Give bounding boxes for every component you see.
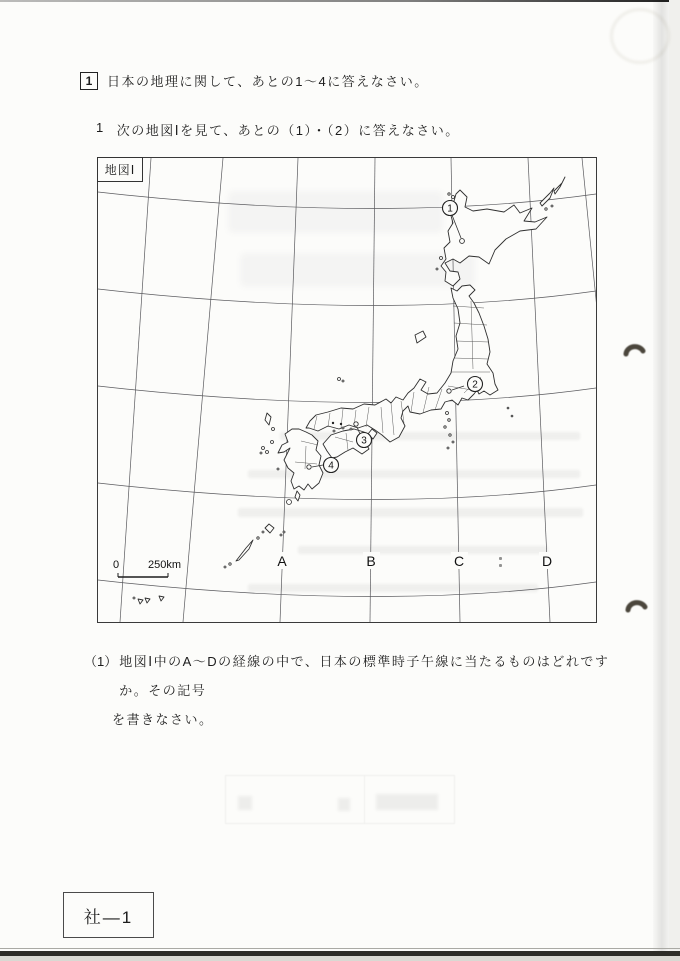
- marker-3-location: [354, 422, 358, 426]
- scan-edge-top: [0, 0, 680, 2]
- marker-4-number: 4: [328, 460, 334, 472]
- okinawa: [236, 540, 253, 561]
- etorofu: [554, 177, 565, 194]
- marker-1-number: 1: [447, 203, 453, 215]
- graticule-parallels: [98, 192, 596, 597]
- marker-2-number: 2: [472, 379, 478, 391]
- tanegashima: [295, 491, 300, 501]
- tsushima: [265, 413, 271, 425]
- scale-zero-label: 0: [113, 559, 120, 571]
- q1-line2: を書きなさい。: [112, 712, 214, 727]
- question-1-1-1: [84, 647, 624, 734]
- sub-question-number: 1: [96, 120, 105, 135]
- question-1-1-heading: [96, 120, 460, 139]
- scale-distance-label: 250km: [148, 559, 182, 571]
- marker-3-number: 3: [361, 435, 367, 447]
- q1-prefix: （1）: [84, 654, 118, 669]
- ishigaki: [145, 598, 150, 603]
- scan-edge-right-outer: [669, 0, 680, 961]
- question-1-number: 1: [85, 74, 93, 88]
- kunashiri: [540, 188, 554, 206]
- scan-edge-bottom-thin: [0, 948, 680, 949]
- footer-page-label-box: [63, 892, 154, 938]
- amami: [265, 524, 274, 533]
- meridian-label-d: D: [541, 553, 553, 569]
- kyushu: [278, 429, 323, 490]
- meridian-label-c: C: [453, 553, 465, 569]
- q1-line1: 地図Ⅰ中のA～Dの経線の中で、日本の標準時子午線に当たるものはどれですか。その記号: [119, 654, 610, 698]
- sado: [415, 331, 426, 343]
- scan-edge-right: [653, 0, 669, 961]
- question-1-heading: [80, 71, 429, 90]
- iriomote: [138, 599, 143, 604]
- sub-question-text: 次の地図Ⅰを見て、あとの（1）・（2）に答えなさい。: [116, 123, 460, 138]
- marker-1-location: [460, 239, 465, 244]
- scan-edge-bottom-outer: [0, 956, 680, 961]
- meridian-label-a: A: [277, 553, 287, 569]
- faint-stamp-circle: [610, 8, 670, 64]
- map-title: 地図Ⅰ: [104, 163, 136, 177]
- punch-hole-top: [622, 340, 648, 365]
- marker-4-location: [307, 465, 311, 469]
- meridian-label-b: B: [366, 553, 376, 569]
- coastlines: [138, 177, 565, 604]
- bleedthrough-table: [225, 775, 455, 824]
- punch-hole-bottom: [624, 595, 650, 620]
- marker-2-location: [447, 389, 451, 393]
- map-1-frame: [97, 157, 597, 623]
- question-1-text: 日本の地理に関して、あとの1～4に答えなさい。: [107, 74, 429, 89]
- footer-page-label: 社―1: [83, 907, 134, 927]
- miyako: [159, 596, 164, 601]
- map-title-box: [97, 157, 143, 182]
- question-1-number-box: [80, 72, 98, 90]
- honshu: [306, 285, 498, 442]
- japan-map: [98, 158, 596, 622]
- meridian-labels: [274, 552, 556, 569]
